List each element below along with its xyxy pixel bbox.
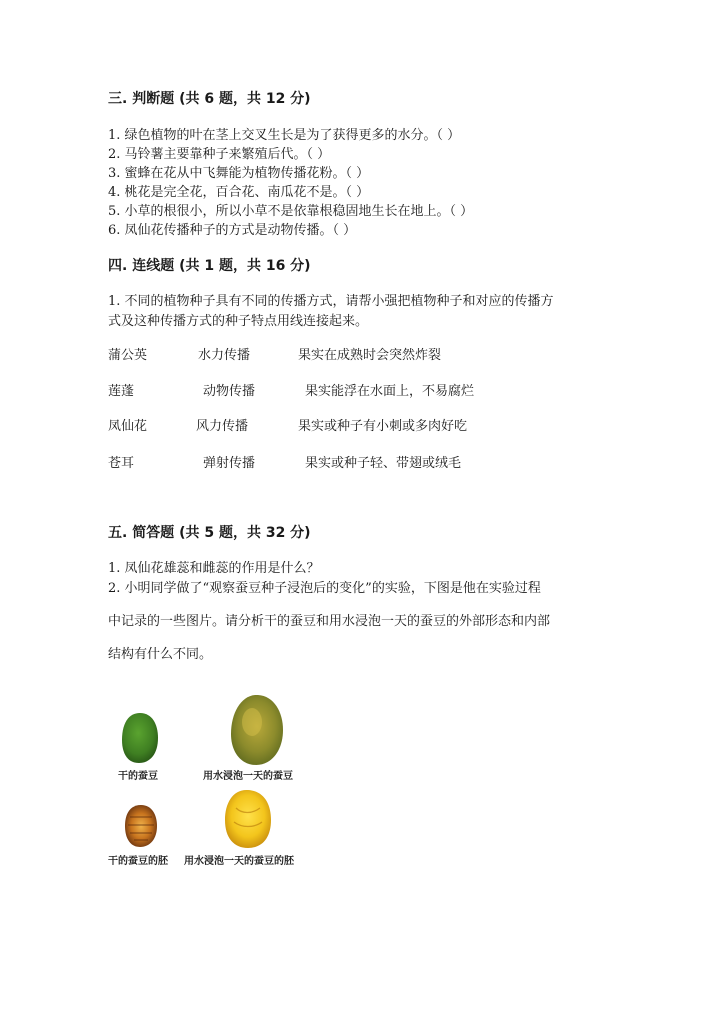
soaked-bean-image: [228, 692, 286, 768]
plant-3: 凤仙花: [108, 419, 148, 434]
feature-4: 果实或种子轻、带翅或绒毛: [305, 456, 462, 471]
judge-item-5: 5. 小草的根很小，所以小草不是依靠根稳固地生长在地上。（ ）: [108, 204, 474, 219]
match-question-line2: 式及这种传播方式的种子特点用线连接起来。: [108, 314, 369, 329]
method-1: 水力传播: [198, 348, 251, 363]
short-answer-q2-line1: 2. 小明同学做了“观察蚕豆种子浸泡后的变化”的实验，下图是他在实验过程: [108, 581, 541, 596]
dry-bean-embryo-image: [122, 803, 160, 849]
plant-2: 莲蓬: [108, 384, 135, 399]
method-4: 弹射传播: [203, 456, 256, 471]
section5-title: 五. 简答题 (共 5 题，共 32 分): [108, 525, 311, 541]
dry-bean-image: [118, 710, 162, 766]
soaked-bean-embryo-image: [222, 788, 274, 850]
judge-item-2: 2. 马铃薯主要靠种子来繁殖后代。（ ）: [108, 147, 331, 162]
judge-item-3: 3. 蜜蜂在花从中飞舞能为植物传播花粉。（ ）: [108, 166, 370, 181]
method-3: 风力传播: [196, 419, 249, 434]
plant-4: 苍耳: [108, 456, 135, 471]
caption-soaked-bean: 用水浸泡一天的蚕豆: [203, 771, 293, 782]
short-answer-q2-line2: 中记录的一些图片。请分析干的蚕豆和用水浸泡一天的蚕豆的外部形态和内部: [108, 614, 551, 629]
caption-dry-bean-embryo: 干的蚕豆的胚: [108, 856, 168, 867]
judge-item-4: 4. 桃花是完全花，百合花、南瓜花不是。（ ）: [108, 185, 370, 200]
section3-title: 三. 判断题 (共 6 题，共 12 分): [108, 91, 311, 107]
caption-dry-bean: 干的蚕豆: [118, 771, 158, 782]
match-question-line1: 1. 不同的植物种子具有不同的传播方式，请帮小强把植物种子和对应的传播方: [108, 294, 554, 309]
feature-1: 果实在成熟时会突然炸裂: [298, 348, 442, 363]
feature-3: 果实或种子有小刺或多肉好吃: [298, 419, 468, 434]
short-answer-q2-line3: 结构有什么不同。: [108, 647, 213, 662]
section4-title: 四. 连线题 (共 1 题，共 16 分): [108, 258, 311, 274]
judge-item-6: 6. 凤仙花传播种子的方式是动物传播。（ ）: [108, 223, 357, 238]
plant-1: 蒲公英: [108, 348, 148, 363]
feature-2: 果实能浮在水面上，不易腐烂: [305, 384, 475, 399]
short-answer-q1: 1. 凤仙花雄蕊和雌蕊的作用是什么？: [108, 561, 320, 576]
judge-item-1: 1. 绿色植物的叶在茎上交叉生长是为了获得更多的水分。（ ）: [108, 128, 461, 143]
caption-soaked-bean-embryo: 用水浸泡一天的蚕豆的胚: [184, 856, 294, 867]
method-2: 动物传播: [203, 384, 256, 399]
